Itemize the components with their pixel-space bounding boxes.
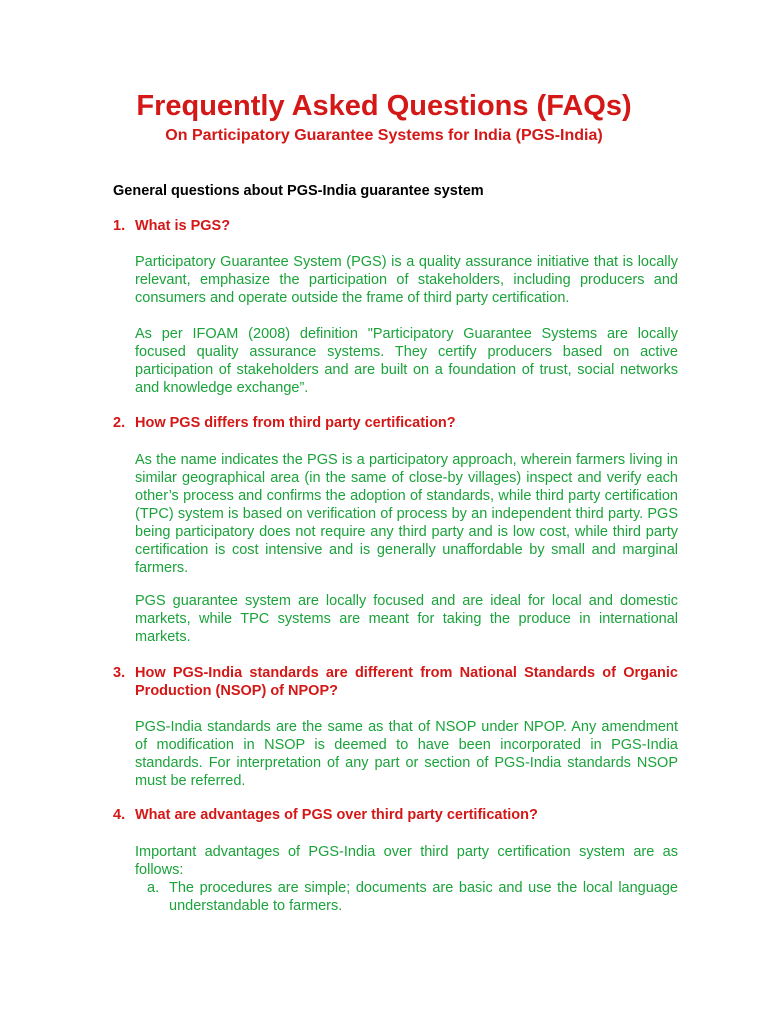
question-2-heading <box>113 414 678 432</box>
question-text: How PGS differs from third party certification? <box>135 415 456 431</box>
list-item-letter: a. <box>147 880 160 896</box>
list-item <box>147 879 678 915</box>
page-subtitle: On Participatory Guarantee Systems for India (PGS-India) <box>165 127 603 144</box>
question-3-heading <box>113 664 678 700</box>
question-number: 4. <box>113 807 126 823</box>
question-2-paragraph-1: As the name indicates the PGS is a participatory approach, wherein farmers living in similar geographical area (in the same of close-by villages) inspect and verify each other’s process and confirms the adoption of standards, while third party certification (TPC) system is based on verification of process by an independent third party. PGS being participatory does not require any third party and is low cost, while third party certification is cost intensive and is generally unaffordable by small and marginal farmers. <box>135 452 678 576</box>
question-1-heading <box>113 217 678 235</box>
question-number: 2. <box>113 415 126 431</box>
question-number: 3. <box>113 665 126 681</box>
question-1-paragraph-2: As per IFOAM (2008) definition "Participatory Guarantee Systems are locally focused quality assurance systems. They certify producers based on active participation of stakeholders and are built on a foundation of trust, social networks and knowledge exchange”. <box>135 326 678 396</box>
question-text: What is PGS? <box>135 218 231 234</box>
question-2-paragraph-2: PGS guarantee system are locally focused and are ideal for local and domestic markets, while TPC systems are meant for taking the produce in international markets. <box>135 593 678 645</box>
question-text: What are advantages of PGS over third party certification? <box>135 807 538 823</box>
question-number: 1. <box>113 218 126 234</box>
question-1-paragraph-1: Participatory Guarantee System (PGS) is a quality assurance initiative that is locally relevant, emphasize the participation of stakeholders, including producers and consumers and operate outside the frame of third party certification. <box>135 254 678 306</box>
question-4-heading <box>113 806 678 824</box>
question-4-paragraph-1: Important advantages of PGS-India over third party certification system are as follows: <box>135 844 678 878</box>
question-text: How PGS-India standards are different from National Standards of Organic Production (NSOP) of NPOP? <box>135 665 678 699</box>
section-heading: General questions about PGS-India guarantee system <box>113 183 484 199</box>
page-title: Frequently Asked Questions (FAQs) <box>136 90 632 122</box>
list-item-text: The procedures are simple; documents are basic and use the local language understandable to farmers. <box>169 880 678 914</box>
question-3-paragraph-1: PGS-India standards are the same as that of NSOP under NPOP. Any amendment of modification in NSOP is deemed to have been incorporated in PGS-India standards. For interpretation of any part or section of PGS-India standards NSOP must be referred. <box>135 719 678 789</box>
